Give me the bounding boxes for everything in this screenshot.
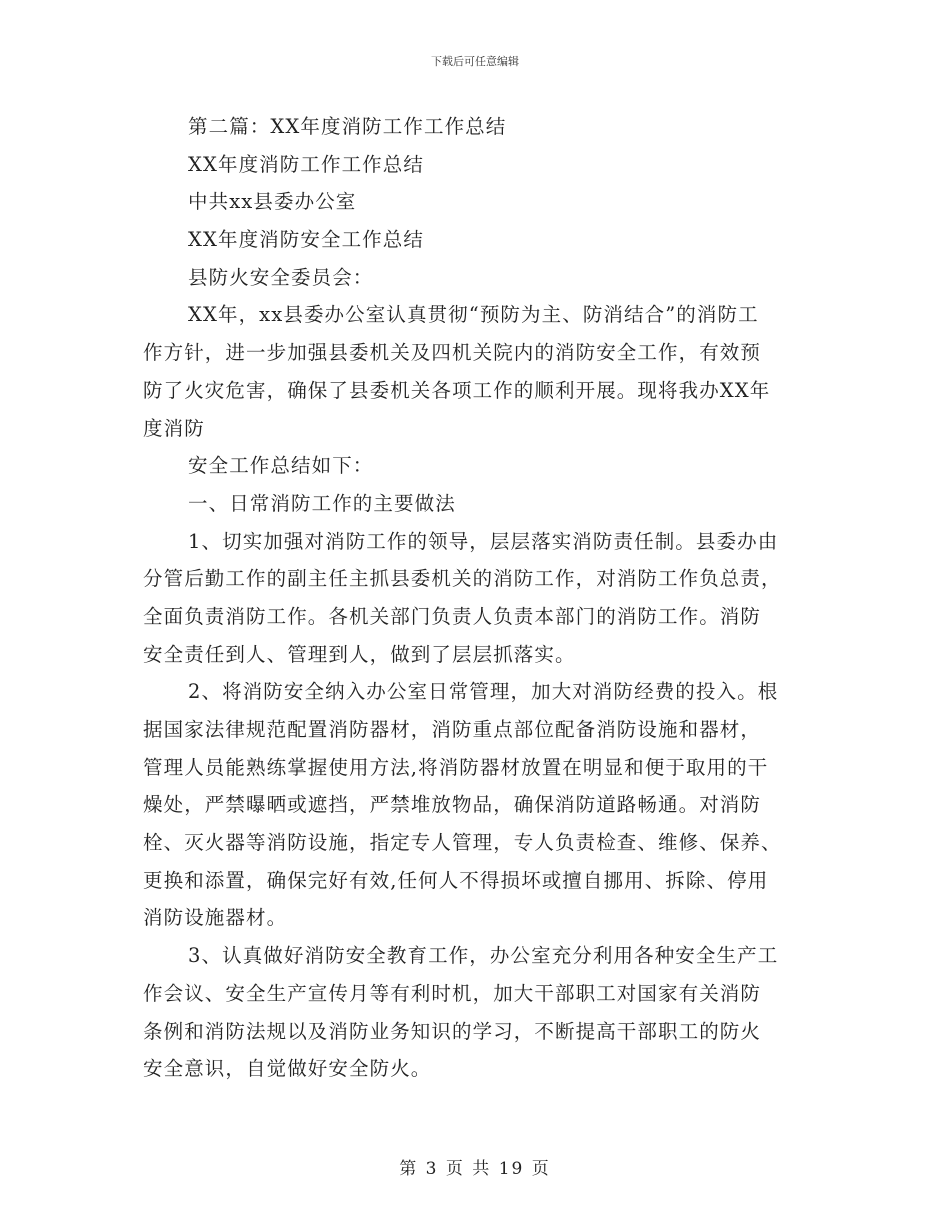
- text-line: 燥处，严禁曝晒或遮挡，严禁堆放物品，确保消防道路畅通。对消防: [143, 793, 762, 817]
- text-line: XX年度消防安全工作总结: [188, 228, 424, 252]
- text-line: 据国家法律规范配置消防器材，消防重点部位配备消防设施和器材，: [143, 718, 762, 741]
- text-line: 管理人员能熟练掌握使用方法,将消防器材放置在明显和便于取用的干: [143, 755, 769, 779]
- text-line: 条例和消防法规以及消防业务知识的学习，不断提高干部职工的防火: [143, 1019, 762, 1043]
- page-number: 第 3 页 共 19 页: [399, 1159, 551, 1179]
- text-line: 分管后勤工作的副主任主抓县委机关的消防工作，对消防工作负总责，: [143, 567, 782, 591]
- text-line: 2、将消防安全纳入办公室日常管理，加大对消防经费的投入。根: [188, 680, 779, 704]
- text-line: 第二篇：XX年度消防工作工作总结: [188, 115, 507, 138]
- text-line: 安全责任到人、管理到人，做到了层层抓落实。: [143, 642, 576, 666]
- text-line: 作会议、安全生产宣传月等有利时机，加大干部职工对国家有关消防: [143, 981, 762, 1005]
- text-line: XX年度消防工作工作总结: [188, 152, 424, 176]
- text-line: 防了火灾危害，确保了县委机关各项工作的顺利开展。现将我办XX年: [143, 378, 771, 402]
- text-line: 1、切实加强对消防工作的领导，层层落实消防责任制。县委办由: [188, 529, 779, 553]
- text-line: 更换和添置，确保完好有效,任何人不得损坏或擅自挪用、拆除、停用: [143, 868, 769, 892]
- header-note: 下载后可任意编辑: [431, 55, 519, 68]
- text-line: 县防火安全委员会：: [188, 265, 374, 289]
- text-line: XX年，xx县委办公室认真贯彻“预防为主、防消结合”的消防工: [188, 303, 759, 327]
- text-line: 安全意识，自觉做好安全防火。: [143, 1057, 432, 1081]
- text-line: 作方针，进一步加强县委机关及四机关院内的消防安全工作，有效预: [143, 341, 762, 365]
- text-line: 3、认真做好消防安全教育工作，办公室充分利用各种安全生产工: [188, 944, 779, 968]
- text-line: 消防设施器材。: [143, 906, 288, 930]
- document-body: [143, 108, 809, 1088]
- text-line: 中共xx县委办公室: [188, 190, 357, 214]
- text-line: 度消防: [143, 416, 205, 440]
- text-line: 全面负责消防工作。各机关部门负责人负责本部门的消防工作。消防: [143, 604, 762, 628]
- text-line: 一、日常消防工作的主要做法: [188, 491, 456, 515]
- text-line: 安全工作总结如下：: [188, 454, 374, 478]
- text-line: 栓、灭火器等消防设施，指定专人管理，专人负责检查、维修、保养、: [143, 831, 782, 855]
